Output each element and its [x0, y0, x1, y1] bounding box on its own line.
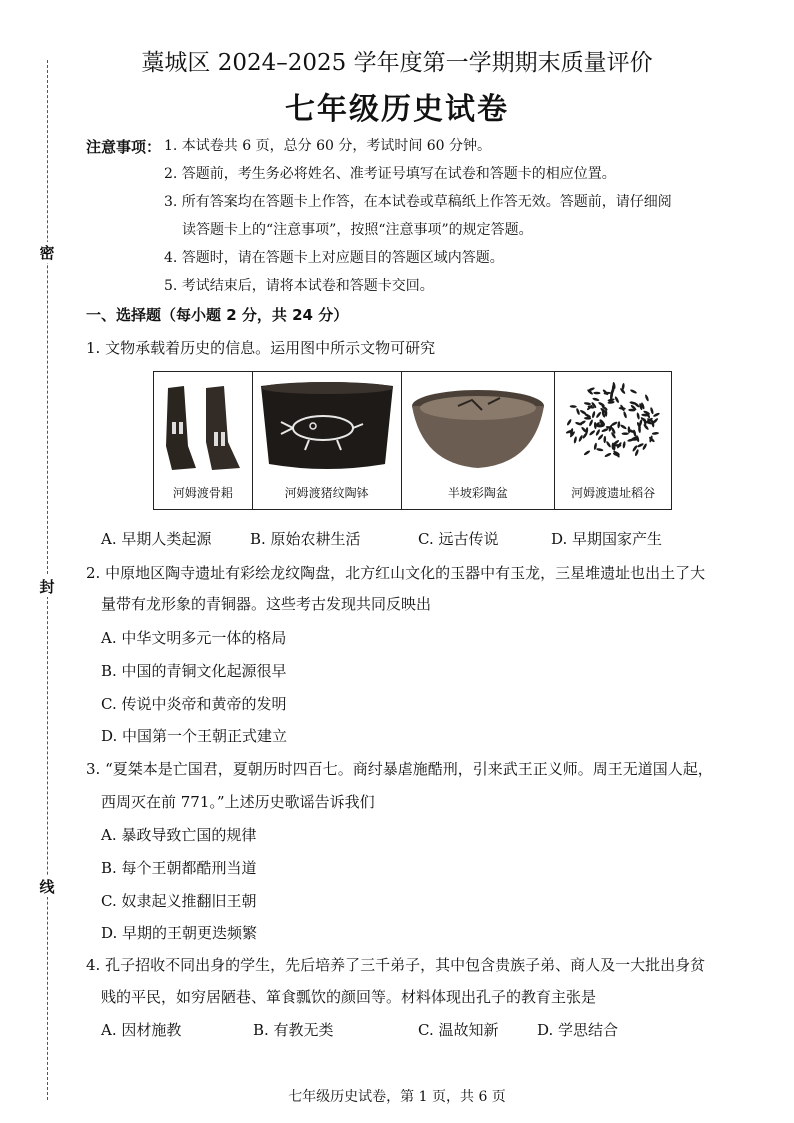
artifact-caption: 河姆渡骨耜 — [172, 486, 233, 500]
binding-char-xian: 线 — [37, 876, 57, 897]
q4-option-b: B. 有教无类 — [253, 1021, 334, 1039]
painted-pottery-basin-image — [402, 376, 555, 486]
question-4-line-1: 4. 孔子招收不同出身的学生，先后培养了三千弟子，其中包含贵族子弟、商人及一大批出身贫 — [86, 956, 706, 974]
page-footer: 七年级历史试卷，第 1 页，共 6 页 — [288, 1089, 506, 1105]
q1-option-b: B. 原始农耕生活 — [250, 530, 361, 548]
artifact-caption: 半坡彩陶盆 — [447, 486, 508, 500]
artifact-cell-1 — [154, 372, 253, 509]
q4-option-d: D. 学思结合 — [537, 1021, 619, 1039]
bone-spade-image — [154, 376, 252, 486]
q2-option-d: D. 中国第一个王朝正式建立 — [101, 727, 288, 745]
section-title: 一、选择题（每小题 2 分，共 24 分） — [86, 306, 349, 324]
artifact-image-strip — [153, 371, 672, 510]
artifact-caption: 河姆渡遗址稻谷 — [571, 486, 656, 500]
notice-label: 注意事项： — [86, 138, 162, 156]
q3-option-d: D. 早期的王朝更迭频繁 — [101, 924, 258, 942]
question-3-line-1: 3. “夏桀本是亡国君，夏朝历时四百七。商纣暴虐施酷刑，引来武王正义师。周王无道国人起， — [86, 760, 713, 778]
notice-item: 1. 本试卷共 6 页，总分 60 分，考试时间 60 分钟。 — [164, 138, 492, 154]
q4-option-c: C. 温故知新 — [418, 1021, 499, 1039]
question-2-line-2: 量带有龙形象的青铜器。这些考古发现共同反映出 — [101, 595, 432, 613]
q3-option-b: B. 每个王朝都酷刑当道 — [101, 859, 257, 877]
rice-grains-image — [555, 376, 671, 486]
artifact-cell-2 — [253, 372, 402, 509]
q4-option-a: A. 因材施教 — [101, 1021, 182, 1039]
question-4-line-2: 贱的平民，如穷居陋巷、箪食瓢饮的颜回等。材料体现出孔子的教育主张是 — [101, 988, 597, 1006]
binding-char-feng: 封 — [37, 576, 57, 597]
binding-char-mi: 密 — [37, 242, 57, 263]
exam-title: 藁城区 2024–2025 学年度第一学期期末质量评价 — [141, 50, 653, 76]
q3-option-c: C. 奴隶起义推翻旧王朝 — [101, 892, 257, 910]
artifact-caption: 河姆渡猪纹陶钵 — [284, 486, 369, 500]
question-3-line-2: 西周灭在前 771。”上述历史歌谣告诉我们 — [101, 793, 375, 811]
notice-item: 读答题卡上的“注意事项”，按照“注意事项”的规定答题。 — [182, 222, 533, 238]
q3-option-a: A. 暴政导致亡国的规律 — [101, 826, 257, 844]
q1-option-a: A. 早期人类起源 — [101, 530, 212, 548]
exam-subtitle: 七年级历史试卷 — [285, 92, 509, 127]
notice-item: 4. 答题时，请在答题卡上对应题目的答题区域内答题。 — [164, 250, 504, 266]
pig-pottery-bowl-image — [253, 376, 401, 486]
question-2-line-1: 2. 中原地区陶寺遗址有彩绘龙纹陶盘，北方红山文化的玉器中有玉龙，三星堆遗址也出土了大 — [86, 564, 706, 582]
artifact-cell-4 — [555, 372, 671, 509]
notice-item: 3. 所有答案均在答题卡上作答，在本试卷或草稿纸上作答无效。答题前，请仔细阅 — [164, 194, 672, 210]
q1-option-d: D. 早期国家产生 — [551, 530, 663, 548]
q2-option-b: B. 中国的青铜文化起源很早 — [101, 662, 287, 680]
artifact-cell-3 — [402, 372, 556, 509]
q1-option-c: C. 远古传说 — [418, 530, 499, 548]
notice-item: 5. 考试结束后，请将本试卷和答题卡交回。 — [164, 278, 434, 294]
q2-option-c: C. 传说中炎帝和黄帝的发明 — [101, 695, 287, 713]
q2-option-a: A. 中华文明多元一体的格局 — [101, 629, 287, 647]
notice-item: 2. 答题前，考生务必将姓名、准考证号填写在试卷和答题卡的相应位置。 — [164, 166, 616, 182]
question-1-stem: 1. 文物承载着历史的信息。运用图中所示文物可研究 — [86, 339, 436, 357]
